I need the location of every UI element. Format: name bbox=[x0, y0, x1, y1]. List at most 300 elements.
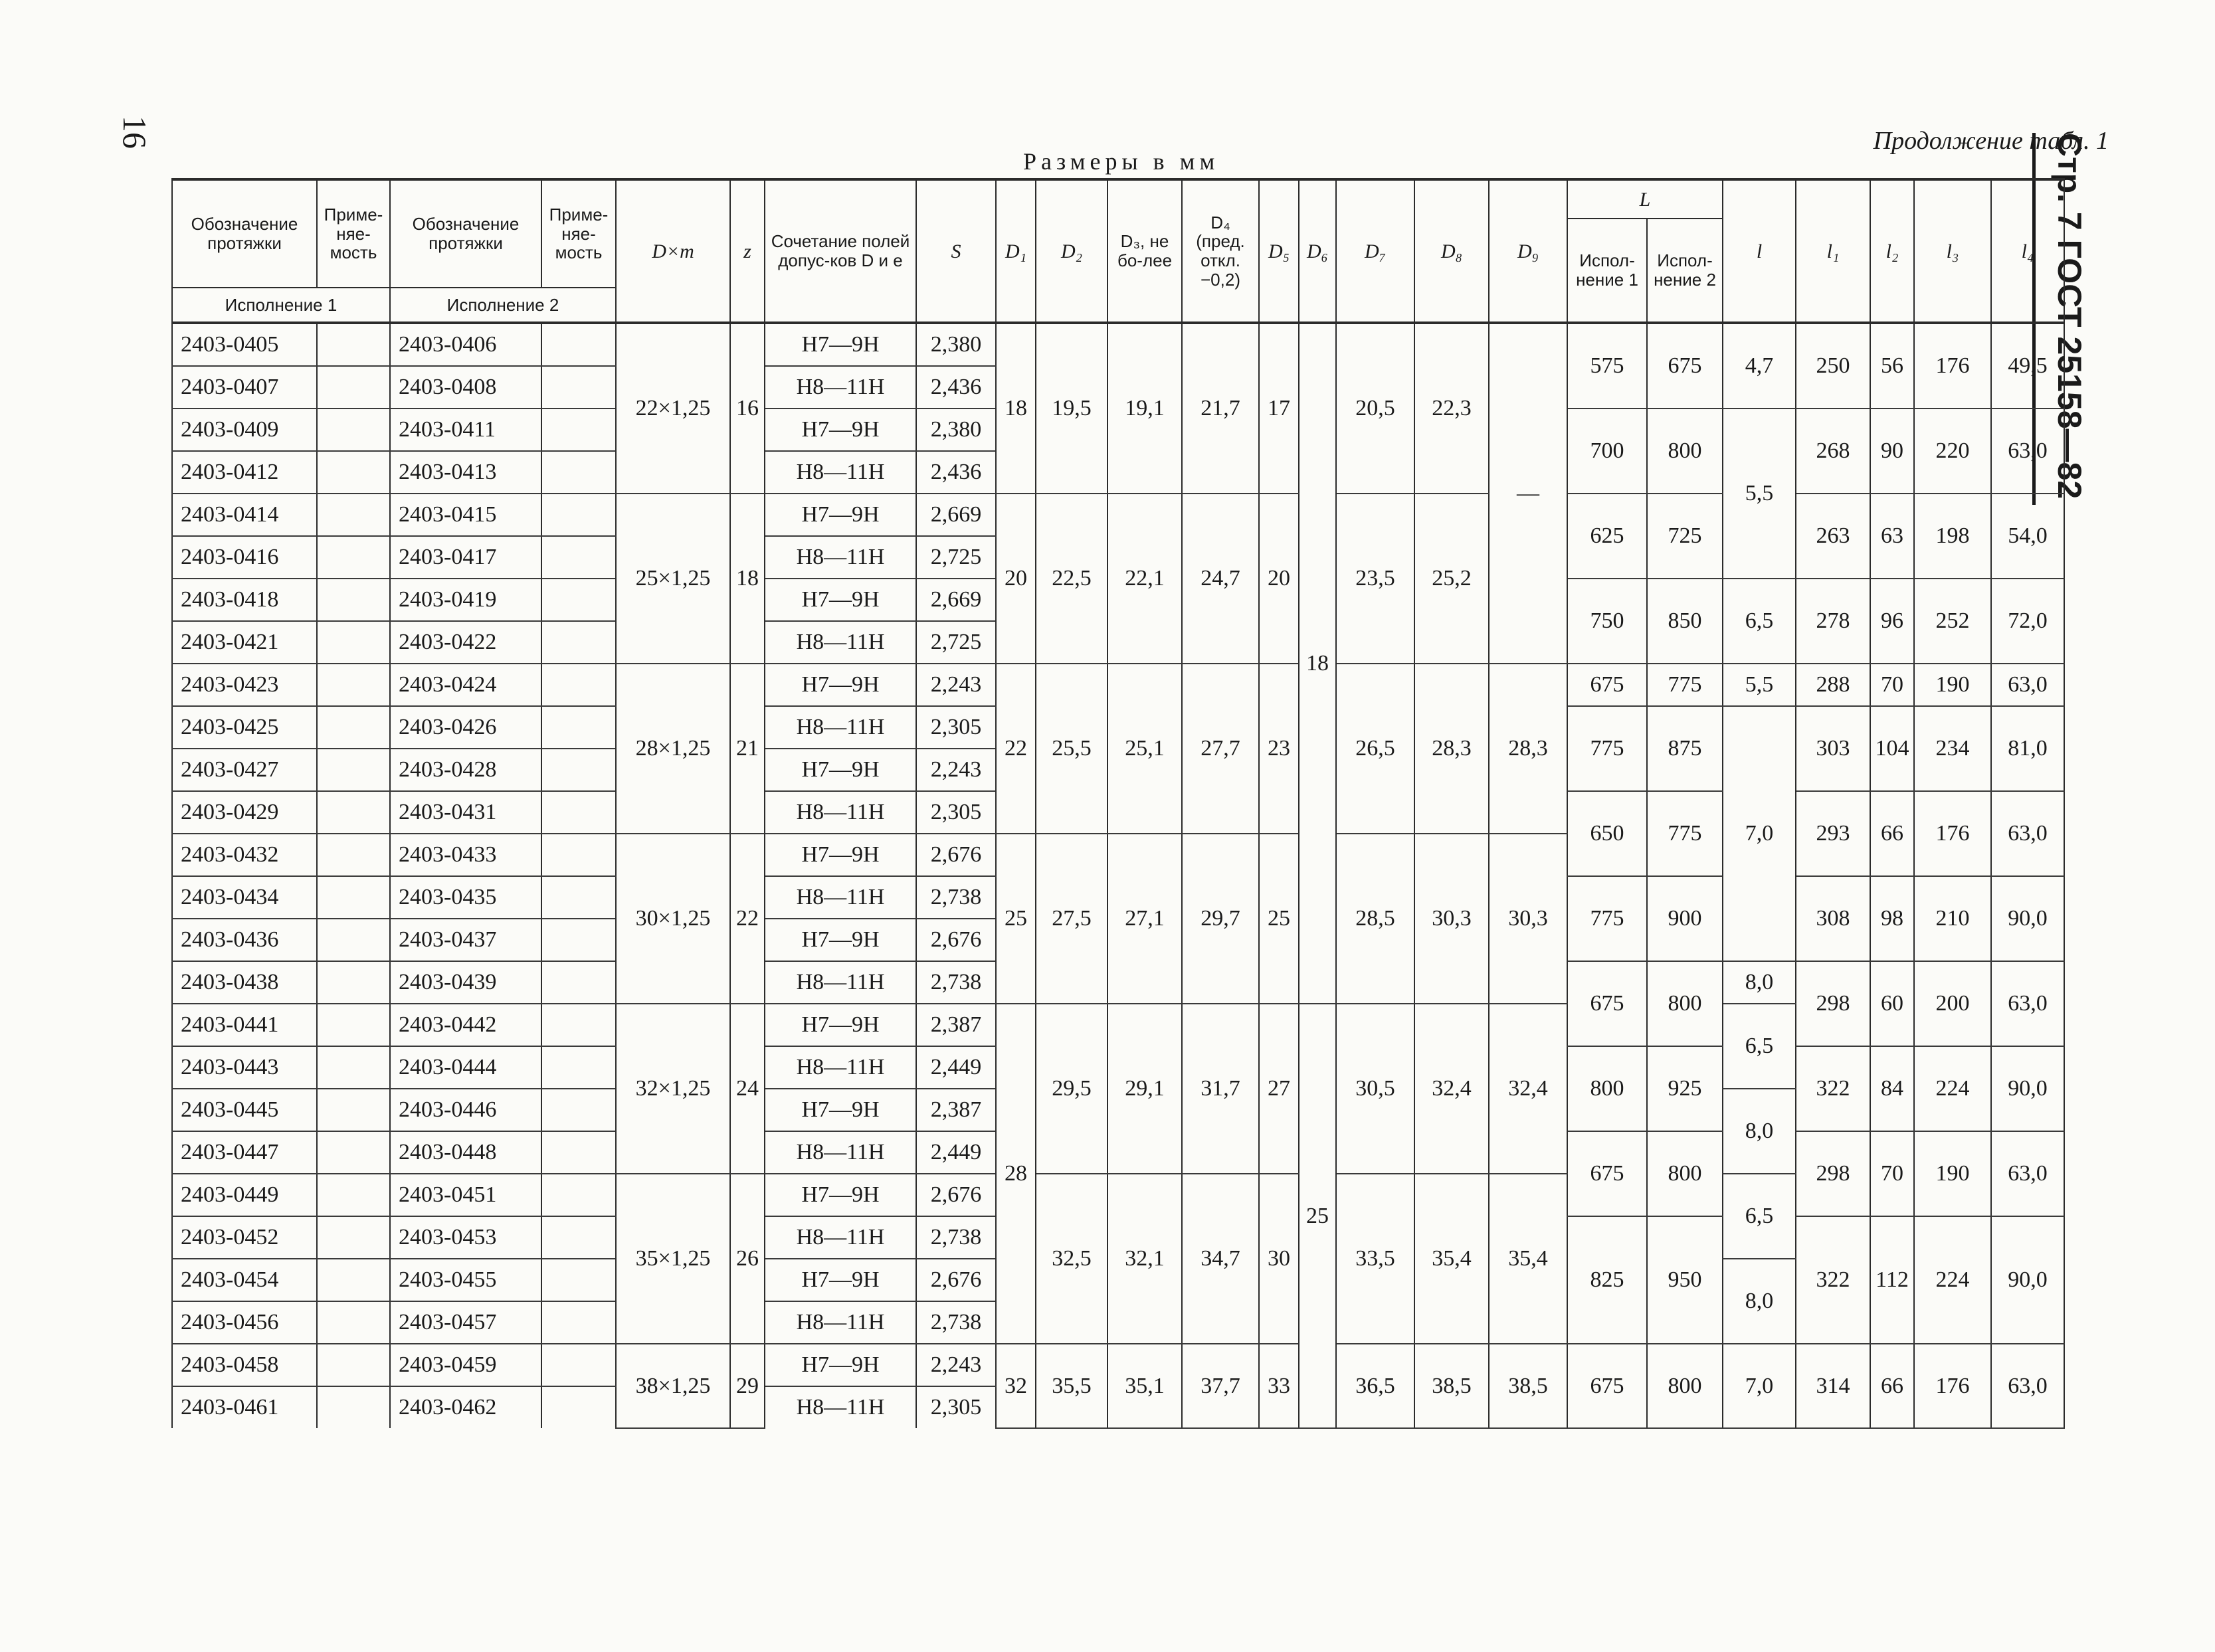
d7-value: 23,5 bbox=[1336, 494, 1414, 664]
code-version-2: 2403-0433 bbox=[390, 834, 541, 876]
l1-value: 303 bbox=[1796, 706, 1870, 791]
applicability-1-empty bbox=[317, 409, 390, 451]
z-value: 26 bbox=[730, 1174, 765, 1344]
l-version-2-value: 800 bbox=[1647, 409, 1723, 494]
header-d8: D₈ bbox=[1414, 179, 1489, 323]
d3-value: 25,1 bbox=[1108, 664, 1182, 834]
applicability-1-empty bbox=[317, 791, 390, 834]
applicability-1-empty bbox=[317, 1259, 390, 1301]
l2-value: 70 bbox=[1870, 664, 1914, 706]
code-version-1: 2403-0436 bbox=[172, 919, 317, 961]
d5-value: 23 bbox=[1259, 664, 1299, 834]
s-value: 2,305 bbox=[916, 1386, 996, 1428]
l1-value: 322 bbox=[1796, 1046, 1870, 1131]
s-value: 2,436 bbox=[916, 366, 996, 409]
applicability-2-empty bbox=[541, 579, 616, 621]
s-value: 2,676 bbox=[916, 919, 996, 961]
s-value: 2,725 bbox=[916, 621, 996, 664]
applicability-2-empty bbox=[541, 876, 616, 919]
code-version-1: 2403-0456 bbox=[172, 1301, 317, 1344]
l4-value: 81,0 bbox=[1991, 706, 2064, 791]
fit-value: H7—9H bbox=[765, 1259, 916, 1301]
table-row bbox=[172, 1004, 2064, 1046]
applicability-1-empty bbox=[317, 1089, 390, 1131]
l3-value: 176 bbox=[1914, 323, 1991, 409]
applicability-1-empty bbox=[317, 1174, 390, 1216]
applicability-2-empty bbox=[541, 1174, 616, 1216]
fit-value: H7—9H bbox=[765, 1174, 916, 1216]
header-d9: D₉ bbox=[1489, 179, 1567, 323]
d8-value: 30,3 bbox=[1414, 834, 1489, 1004]
applicability-1-empty bbox=[317, 366, 390, 409]
l-version-1-value: 700 bbox=[1567, 409, 1647, 494]
d2-value: 27,5 bbox=[1036, 834, 1108, 1004]
header-d3: D₃, не бо-лее bbox=[1108, 179, 1182, 323]
l1-value: 298 bbox=[1796, 1131, 1870, 1216]
code-version-2: 2403-0422 bbox=[390, 621, 541, 664]
d3-value: 22,1 bbox=[1108, 494, 1182, 664]
l4-value: 90,0 bbox=[1991, 876, 2064, 961]
dimensions-table bbox=[171, 178, 2065, 1429]
l2-value: 104 bbox=[1870, 706, 1914, 791]
code-version-1: 2403-0429 bbox=[172, 791, 317, 834]
applicability-2-empty bbox=[541, 919, 616, 961]
header-d1: D₁ bbox=[996, 179, 1036, 323]
code-version-1: 2403-0458 bbox=[172, 1344, 317, 1386]
l-version-2-value: 775 bbox=[1647, 664, 1723, 706]
table-row bbox=[172, 1344, 2064, 1386]
s-value: 2,436 bbox=[916, 451, 996, 494]
code-version-2: 2403-0451 bbox=[390, 1174, 541, 1216]
code-version-2: 2403-0431 bbox=[390, 791, 541, 834]
code-version-2: 2403-0411 bbox=[390, 409, 541, 451]
l2-value: 90 bbox=[1870, 409, 1914, 494]
header-d5: D₅ bbox=[1259, 179, 1299, 323]
header-version-2: Исполнение 2 bbox=[390, 288, 616, 323]
l-version-1-value: 775 bbox=[1567, 876, 1647, 961]
l-version-2-value: 800 bbox=[1647, 1131, 1723, 1216]
s-value: 2,669 bbox=[916, 494, 996, 536]
code-version-1: 2403-0409 bbox=[172, 409, 317, 451]
dxm-value: 28×1,25 bbox=[616, 664, 730, 834]
z-value: 22 bbox=[730, 834, 765, 1004]
d5-value: 27 bbox=[1259, 1004, 1299, 1174]
code-version-2: 2403-0455 bbox=[390, 1259, 541, 1301]
l-version-1-value: 650 bbox=[1567, 791, 1647, 876]
applicability-2-empty bbox=[541, 409, 616, 451]
fit-value: H8—11H bbox=[765, 791, 916, 834]
applicability-1-empty bbox=[317, 664, 390, 706]
code-version-1: 2403-0432 bbox=[172, 834, 317, 876]
d8-value: 32,4 bbox=[1414, 1004, 1489, 1174]
code-version-2: 2403-0442 bbox=[390, 1004, 541, 1046]
l-version-2-value: 850 bbox=[1647, 579, 1723, 664]
d2-value: 32,5 bbox=[1036, 1174, 1108, 1344]
applicability-1-empty bbox=[317, 451, 390, 494]
fit-value: H8—11H bbox=[765, 876, 916, 919]
code-version-2: 2403-0413 bbox=[390, 451, 541, 494]
code-version-2: 2403-0453 bbox=[390, 1216, 541, 1259]
d8-value: 38,5 bbox=[1414, 1344, 1489, 1428]
d4-value: 29,7 bbox=[1182, 834, 1259, 1004]
l-version-1-value: 800 bbox=[1567, 1046, 1647, 1131]
code-version-1: 2403-0407 bbox=[172, 366, 317, 409]
d7-value: 36,5 bbox=[1336, 1344, 1414, 1428]
fit-value: H8—11H bbox=[765, 536, 916, 579]
s-value: 2,725 bbox=[916, 536, 996, 579]
fit-value: H8—11H bbox=[765, 1301, 916, 1344]
l2-value: 56 bbox=[1870, 323, 1914, 409]
l1-value: 268 bbox=[1796, 409, 1870, 494]
header-code-2: Обозначение протяжки bbox=[390, 179, 541, 288]
code-version-1: 2403-0414 bbox=[172, 494, 317, 536]
l1-value: 293 bbox=[1796, 791, 1870, 876]
l-version-1-value: 775 bbox=[1567, 706, 1647, 791]
l3-value: 210 bbox=[1914, 876, 1991, 961]
code-version-1: 2403-0425 bbox=[172, 706, 317, 749]
s-value: 2,243 bbox=[916, 1344, 996, 1386]
l-version-2-value: 950 bbox=[1647, 1216, 1723, 1344]
s-value: 2,676 bbox=[916, 1174, 996, 1216]
applicability-2-empty bbox=[541, 1301, 616, 1344]
fit-value: H8—11H bbox=[765, 1131, 916, 1174]
l1-value: 298 bbox=[1796, 961, 1870, 1046]
l4-value: 72,0 bbox=[1991, 579, 2064, 664]
d3-value: 27,1 bbox=[1108, 834, 1182, 1004]
applicability-2-empty bbox=[541, 1089, 616, 1131]
d9-value: 35,4 bbox=[1489, 1174, 1567, 1344]
page-number: 16 bbox=[116, 116, 153, 149]
d2-value: 29,5 bbox=[1036, 1004, 1108, 1174]
d1-value: 25 bbox=[996, 834, 1036, 1004]
table-row bbox=[172, 323, 2064, 366]
applicability-2-empty bbox=[541, 1216, 616, 1259]
applicability-1-empty bbox=[317, 536, 390, 579]
fit-value: H8—11H bbox=[765, 706, 916, 749]
d3-value: 35,1 bbox=[1108, 1344, 1182, 1428]
dxm-value: 35×1,25 bbox=[616, 1174, 730, 1344]
l3-value: 234 bbox=[1914, 706, 1991, 791]
d5-value: 20 bbox=[1259, 494, 1299, 664]
d1-value: 20 bbox=[996, 494, 1036, 664]
header-s: S bbox=[916, 179, 996, 323]
l3-value: 198 bbox=[1914, 494, 1991, 579]
code-version-1: 2403-0423 bbox=[172, 664, 317, 706]
applicability-2-empty bbox=[541, 706, 616, 749]
header-d2: D₂ bbox=[1036, 179, 1108, 323]
applicability-2-empty bbox=[541, 791, 616, 834]
d3-value: 32,1 bbox=[1108, 1174, 1182, 1344]
l-version-1-value: 825 bbox=[1567, 1216, 1647, 1344]
d3-value: 19,1 bbox=[1108, 323, 1182, 494]
applicability-2-empty bbox=[541, 366, 616, 409]
header-l4: l₄ bbox=[1991, 179, 2064, 323]
l3-value: 224 bbox=[1914, 1046, 1991, 1131]
code-version-2: 2403-0437 bbox=[390, 919, 541, 961]
l-version-2-value: 800 bbox=[1647, 961, 1723, 1046]
header-fit: Сочетание полей допус-ков D и e bbox=[765, 179, 916, 323]
s-value: 2,676 bbox=[916, 834, 996, 876]
code-version-2: 2403-0419 bbox=[390, 579, 541, 621]
fit-value: H7—9H bbox=[765, 579, 916, 621]
d2-value: 22,5 bbox=[1036, 494, 1108, 664]
applicability-2-empty bbox=[541, 1004, 616, 1046]
header-d6: D₆ bbox=[1299, 179, 1336, 323]
l-value: 4,7 bbox=[1723, 323, 1796, 409]
l-version-1-value: 750 bbox=[1567, 579, 1647, 664]
code-version-2: 2403-0457 bbox=[390, 1301, 541, 1344]
z-value: 18 bbox=[730, 494, 765, 664]
code-version-2: 2403-0426 bbox=[390, 706, 541, 749]
s-value: 2,305 bbox=[916, 706, 996, 749]
fit-value: H7—9H bbox=[765, 834, 916, 876]
code-version-2: 2403-0415 bbox=[390, 494, 541, 536]
l-version-1-value: 575 bbox=[1567, 323, 1647, 409]
l4-value: 63,0 bbox=[1991, 961, 2064, 1046]
header-d7: D₇ bbox=[1336, 179, 1414, 323]
d4-value: 27,7 bbox=[1182, 664, 1259, 834]
s-value: 2,738 bbox=[916, 1301, 996, 1344]
d9-value: 28,3 bbox=[1489, 664, 1567, 834]
header-l: l bbox=[1723, 179, 1796, 323]
d8-value: 22,3 bbox=[1414, 323, 1489, 494]
applicability-1-empty bbox=[317, 579, 390, 621]
code-version-1: 2403-0421 bbox=[172, 621, 317, 664]
s-value: 2,243 bbox=[916, 749, 996, 791]
applicability-1-empty bbox=[317, 834, 390, 876]
table-continuation-label: Продолжение табл. 1 bbox=[1873, 127, 2109, 155]
d2-value: 19,5 bbox=[1036, 323, 1108, 494]
code-version-1: 2403-0418 bbox=[172, 579, 317, 621]
d1-value: 22 bbox=[996, 664, 1036, 834]
l-version-2-value: 775 bbox=[1647, 791, 1723, 876]
applicability-2-empty bbox=[541, 1386, 616, 1428]
fit-value: H7—9H bbox=[765, 1344, 916, 1386]
d4-value: 34,7 bbox=[1182, 1174, 1259, 1344]
l-value: 7,0 bbox=[1723, 1344, 1796, 1428]
l4-value: 63,0 bbox=[1991, 1344, 2064, 1428]
s-value: 2,738 bbox=[916, 1216, 996, 1259]
applicability-1-empty bbox=[317, 1386, 390, 1428]
l1-value: 308 bbox=[1796, 876, 1870, 961]
code-version-2: 2403-0406 bbox=[390, 323, 541, 366]
l-value: 8,0 bbox=[1723, 1089, 1796, 1174]
s-value: 2,305 bbox=[916, 791, 996, 834]
d7-value: 30,5 bbox=[1336, 1004, 1414, 1174]
header-version-1: Исполнение 1 bbox=[172, 288, 390, 323]
l3-value: 224 bbox=[1914, 1216, 1991, 1344]
l-value: 6,5 bbox=[1723, 1174, 1796, 1259]
d9-value: 30,3 bbox=[1489, 834, 1567, 1004]
d2-value: 35,5 bbox=[1036, 1344, 1108, 1428]
applicability-2-empty bbox=[541, 1344, 616, 1386]
code-version-1: 2403-0449 bbox=[172, 1174, 317, 1216]
fit-value: H7—9H bbox=[765, 1004, 916, 1046]
d1-value: 32 bbox=[996, 1344, 1036, 1428]
l4-value: 63,0 bbox=[1991, 664, 2064, 706]
code-version-1: 2403-0447 bbox=[172, 1131, 317, 1174]
d5-value: 30 bbox=[1259, 1174, 1299, 1344]
l4-value: 63,0 bbox=[1991, 791, 2064, 876]
applicability-2-empty bbox=[541, 1046, 616, 1089]
z-value: 21 bbox=[730, 664, 765, 834]
header-l-version-1: Испол-нение 1 bbox=[1567, 219, 1647, 323]
d4-value: 21,7 bbox=[1182, 323, 1259, 494]
code-version-2: 2403-0408 bbox=[390, 366, 541, 409]
applicability-1-empty bbox=[317, 1216, 390, 1259]
fit-value: H7—9H bbox=[765, 664, 916, 706]
s-value: 2,243 bbox=[916, 664, 996, 706]
code-version-1: 2403-0412 bbox=[172, 451, 317, 494]
l4-value: 49,5 bbox=[1991, 323, 2064, 409]
s-value: 2,380 bbox=[916, 323, 996, 366]
fit-value: H8—11H bbox=[765, 961, 916, 1004]
l1-value: 288 bbox=[1796, 664, 1870, 706]
applicability-2-empty bbox=[541, 749, 616, 791]
l-version-2-value: 900 bbox=[1647, 876, 1723, 961]
s-value: 2,380 bbox=[916, 409, 996, 451]
l-value: 6,5 bbox=[1723, 1004, 1796, 1089]
d6-value: 25 bbox=[1299, 1004, 1336, 1428]
header-d4: D₄ (пред. откл. −0,2) bbox=[1182, 179, 1259, 323]
applicability-1-empty bbox=[317, 749, 390, 791]
fit-value: H7—9H bbox=[765, 1089, 916, 1131]
l3-value: 190 bbox=[1914, 1131, 1991, 1216]
code-version-1: 2403-0427 bbox=[172, 749, 317, 791]
fit-value: H8—11H bbox=[765, 451, 916, 494]
d4-value: 37,7 bbox=[1182, 1344, 1259, 1428]
table-row bbox=[172, 664, 2064, 706]
l2-value: 70 bbox=[1870, 1131, 1914, 1216]
l2-value: 66 bbox=[1870, 1344, 1914, 1428]
side-header: Стр. 7 ГОСТ 25158—82 bbox=[2032, 133, 2093, 505]
s-value: 2,738 bbox=[916, 961, 996, 1004]
s-value: 2,669 bbox=[916, 579, 996, 621]
dxm-value: 38×1,25 bbox=[616, 1344, 730, 1428]
d8-value: 35,4 bbox=[1414, 1174, 1489, 1344]
applicability-1-empty bbox=[317, 876, 390, 919]
dxm-value: 25×1,25 bbox=[616, 494, 730, 664]
header-l-total: L bbox=[1567, 179, 1723, 219]
code-version-1: 2403-0445 bbox=[172, 1089, 317, 1131]
d5-value: 33 bbox=[1259, 1344, 1299, 1428]
l-version-1-value: 625 bbox=[1567, 494, 1647, 579]
l4-value: 63,0 bbox=[1991, 409, 2064, 494]
applicability-2-empty bbox=[541, 834, 616, 876]
fit-value: H8—11H bbox=[765, 366, 916, 409]
l3-value: 176 bbox=[1914, 1344, 1991, 1428]
l-value: 8,0 bbox=[1723, 961, 1796, 1004]
d7-value: 33,5 bbox=[1336, 1174, 1414, 1344]
code-version-2: 2403-0424 bbox=[390, 664, 541, 706]
s-value: 2,449 bbox=[916, 1131, 996, 1174]
z-value: 29 bbox=[730, 1344, 765, 1428]
l2-value: 98 bbox=[1870, 876, 1914, 961]
d8-value: 28,3 bbox=[1414, 664, 1489, 834]
code-version-1: 2403-0454 bbox=[172, 1259, 317, 1301]
l2-value: 112 bbox=[1870, 1216, 1914, 1344]
dxm-value: 22×1,25 bbox=[616, 323, 730, 494]
fit-value: H7—9H bbox=[765, 409, 916, 451]
d7-value: 20,5 bbox=[1336, 323, 1414, 494]
applicability-2-empty bbox=[541, 961, 616, 1004]
l-version-2-value: 725 bbox=[1647, 494, 1723, 579]
header-l-version-2: Испол-нение 2 bbox=[1647, 219, 1723, 323]
l2-value: 96 bbox=[1870, 579, 1914, 664]
d4-value: 31,7 bbox=[1182, 1004, 1259, 1174]
code-version-1: 2403-0441 bbox=[172, 1004, 317, 1046]
l-version-2-value: 800 bbox=[1647, 1344, 1723, 1428]
header-dxm: D×m bbox=[616, 179, 730, 323]
l3-value: 190 bbox=[1914, 664, 1991, 706]
code-version-2: 2403-0435 bbox=[390, 876, 541, 919]
header-applicability-1: Приме-няе-мость bbox=[317, 179, 390, 288]
applicability-1-empty bbox=[317, 706, 390, 749]
d5-value: 17 bbox=[1259, 323, 1299, 494]
l-version-1-value: 675 bbox=[1567, 961, 1647, 1046]
l1-value: 263 bbox=[1796, 494, 1870, 579]
applicability-1-empty bbox=[317, 1131, 390, 1174]
d6-value: 18 bbox=[1299, 323, 1336, 1004]
l3-value: 252 bbox=[1914, 579, 1991, 664]
l1-value: 322 bbox=[1796, 1216, 1870, 1344]
l3-value: 176 bbox=[1914, 791, 1991, 876]
d9-dash: — bbox=[1489, 323, 1567, 664]
dxm-value: 32×1,25 bbox=[616, 1004, 730, 1174]
applicability-2-empty bbox=[541, 1131, 616, 1174]
l-value: 6,5 bbox=[1723, 579, 1796, 664]
d7-value: 28,5 bbox=[1336, 834, 1414, 1004]
d9-value: 38,5 bbox=[1489, 1344, 1567, 1428]
s-value: 2,387 bbox=[916, 1089, 996, 1131]
dxm-value: 30×1,25 bbox=[616, 834, 730, 1004]
header-l2: l₂ bbox=[1870, 179, 1914, 323]
code-version-2: 2403-0462 bbox=[390, 1386, 541, 1428]
code-version-1: 2403-0405 bbox=[172, 323, 317, 366]
applicability-1-empty bbox=[317, 323, 390, 366]
code-version-1: 2403-0461 bbox=[172, 1386, 317, 1428]
fit-value: H7—9H bbox=[765, 749, 916, 791]
l4-value: 63,0 bbox=[1991, 1131, 2064, 1216]
s-value: 2,449 bbox=[916, 1046, 996, 1089]
applicability-1-empty bbox=[317, 1301, 390, 1344]
code-version-2: 2403-0444 bbox=[390, 1046, 541, 1089]
code-version-1: 2403-0452 bbox=[172, 1216, 317, 1259]
code-version-1: 2403-0416 bbox=[172, 536, 317, 579]
l3-value: 200 bbox=[1914, 961, 1991, 1046]
l2-value: 60 bbox=[1870, 961, 1914, 1046]
l4-value: 90,0 bbox=[1991, 1216, 2064, 1344]
l1-value: 250 bbox=[1796, 323, 1870, 409]
code-version-2: 2403-0446 bbox=[390, 1089, 541, 1131]
fit-value: H7—9H bbox=[765, 919, 916, 961]
header-z: z bbox=[730, 179, 765, 323]
d1-value: 28 bbox=[996, 1004, 1036, 1344]
applicability-2-empty bbox=[541, 451, 616, 494]
units-caption: Размеры в мм bbox=[1023, 148, 1220, 175]
l-version-1-value: 675 bbox=[1567, 664, 1647, 706]
l-version-2-value: 875 bbox=[1647, 706, 1723, 791]
code-version-1: 2403-0443 bbox=[172, 1046, 317, 1089]
l-value: 5,5 bbox=[1723, 409, 1796, 579]
d1-value: 18 bbox=[996, 323, 1036, 494]
l-version-2-value: 675 bbox=[1647, 323, 1723, 409]
applicability-2-empty bbox=[541, 1259, 616, 1301]
d4-value: 24,7 bbox=[1182, 494, 1259, 664]
header-applicability-2: Приме-няе-мость bbox=[541, 179, 616, 288]
l-value: 8,0 bbox=[1723, 1259, 1796, 1344]
l-version-1-value: 675 bbox=[1567, 1344, 1647, 1428]
